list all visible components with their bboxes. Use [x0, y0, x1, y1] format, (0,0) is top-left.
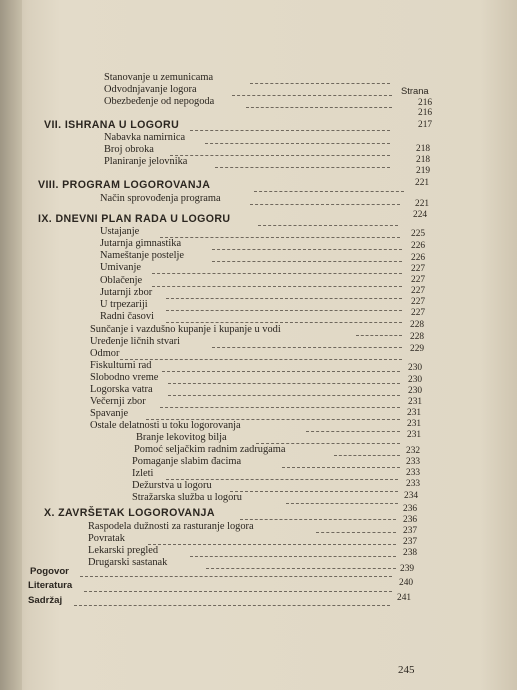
leader-dots [246, 107, 392, 108]
leader-dots [212, 261, 402, 262]
toc-entry: Planiranje jelovnika [104, 156, 188, 167]
leader-dots [160, 407, 400, 408]
toc-page-number: 230 [408, 375, 423, 385]
leader-dots [258, 225, 398, 226]
toc-page-number: 240 [399, 578, 414, 588]
toc-page-number: 231 [408, 397, 423, 407]
leader-dots [152, 273, 402, 274]
toc-page-number: 217 [418, 120, 433, 130]
toc-page-number: 219 [416, 166, 431, 176]
toc-page-number: 224 [413, 210, 428, 220]
toc-page-number: 230 [408, 363, 423, 373]
leader-dots [254, 191, 404, 192]
toc-page-number: 227 [411, 297, 426, 307]
leader-dots [168, 395, 400, 396]
toc-page-number: 231 [407, 430, 422, 440]
toc-page-number: 228 [410, 320, 425, 330]
toc-page-number: 221 [415, 199, 430, 209]
toc-page-number: 234 [404, 491, 419, 501]
toc-entry: Odvodnjavanje logora [104, 84, 197, 95]
leader-dots [160, 237, 400, 238]
leader-dots [205, 143, 390, 144]
leader-dots [190, 556, 396, 557]
toc-page-number: 237 [403, 526, 418, 536]
leader-dots [250, 204, 400, 205]
toc-page-number: 218 [416, 155, 431, 165]
toc-page-number: 233 [406, 479, 421, 489]
toc-entry: Radni časovi [100, 311, 154, 322]
toc-page-number: 216 [418, 108, 433, 118]
leader-dots [170, 155, 390, 156]
leader-dots [206, 568, 396, 569]
toc-page-number: 227 [411, 286, 426, 296]
toc-page-number: 236 [403, 504, 418, 514]
toc-page-number: 216 [418, 98, 433, 108]
section-heading: IX. DNEVNI PLAN RADA U LOGORU [38, 213, 231, 225]
leader-dots [286, 503, 398, 504]
leader-dots [230, 491, 398, 492]
leader-dots [250, 83, 390, 84]
toc-entry: Sunčanje i vazdušno kupanje i kupanje u vodi [90, 324, 281, 335]
toc-entry: Izleti [132, 468, 154, 479]
toc-entry: Povratak [88, 533, 125, 544]
leader-dots [316, 532, 396, 533]
toc-entry: Stražarska služba u logoru [132, 492, 242, 503]
toc-entry: Obezbeđenje od nepogoda [104, 96, 215, 107]
toc-page-number: 227 [411, 275, 426, 285]
toc-page-number: 232 [406, 446, 421, 456]
leader-dots [356, 335, 402, 336]
leader-dots [166, 298, 402, 299]
leader-dots [146, 419, 400, 420]
leader-dots [80, 576, 392, 577]
toc-entry: Raspodela dužnosti za rasturanje logora [88, 521, 254, 532]
toc-page-number: 226 [411, 253, 426, 263]
toc-page-number: 233 [406, 468, 421, 478]
toc-page-number: 225 [411, 229, 426, 239]
leader-dots [240, 519, 396, 520]
leader-dots [166, 479, 398, 480]
toc-page-number: 221 [415, 178, 430, 188]
toc-entry: Spavanje [90, 408, 129, 419]
toc-page-number: 227 [411, 308, 426, 318]
toc-entry: Nameštanje postelje [100, 250, 184, 261]
toc-page-number: 233 [406, 457, 421, 467]
leader-dots [166, 322, 402, 323]
toc-page-number: 229 [410, 344, 425, 354]
toc-entry: Način sprovođenja programa [100, 193, 221, 204]
toc-entry: Ostale delatnosti u toku logorovanja [90, 420, 241, 431]
toc-entry: Lekarski pregled [88, 545, 159, 556]
leader-dots [334, 455, 400, 456]
leader-dots [212, 249, 402, 250]
leader-dots [215, 167, 390, 168]
toc-entry: Jutarnja gimnastika [100, 238, 182, 249]
leader-dots [212, 347, 402, 348]
page-column-header: Strana [401, 85, 429, 96]
toc-page-number: 226 [411, 241, 426, 251]
toc-page-number: 227 [411, 264, 426, 274]
page-number: 245 [398, 664, 415, 676]
toc-entry: Odmor [90, 348, 120, 359]
toc-page-number: 228 [410, 332, 425, 342]
leader-dots [152, 286, 402, 287]
back-matter-entry: Sadržaj [28, 595, 63, 606]
toc-page-number: 236 [403, 515, 418, 525]
toc-entry: Drugarski sastanak [88, 557, 168, 568]
leader-dots [232, 95, 392, 96]
leader-dots [190, 130, 390, 131]
leader-dots [306, 431, 400, 432]
toc-entry: Dežurstva u logoru [132, 480, 212, 491]
toc-entry: Ustajanje [100, 226, 140, 237]
section-heading: X. ZAVRŠETAK LOGOROVANJA [44, 507, 215, 519]
toc-entry: Jutarnji zbor [100, 287, 153, 298]
section-heading: VIII. PROGRAM LOGOROVANJA [38, 179, 211, 191]
toc-entry: Uređenje ličnih stvari [90, 336, 181, 347]
toc-entry: Pomaganje slabim đacima [132, 456, 242, 467]
back-matter-entry: Literatura [28, 580, 73, 591]
toc-entry: Pomoć seljačkim radnim zadrugama [134, 444, 286, 455]
toc-entry: Oblačenje [100, 275, 143, 286]
back-matter-entry: Pogovor [30, 566, 69, 577]
toc-entry: Večernji zbor [90, 396, 146, 407]
leader-dots [84, 591, 392, 592]
toc-entry: U trpezariji [100, 299, 148, 310]
toc-page-number: 231 [407, 408, 422, 418]
toc-page-number: 238 [403, 548, 418, 558]
toc-entry: Nabavka namirnica [104, 132, 186, 143]
toc-page-number: 237 [403, 537, 418, 547]
leader-dots [162, 371, 400, 372]
toc-entry: Branje lekovitog bilja [136, 432, 227, 443]
toc-entry: Fiskulturni rad [90, 360, 152, 371]
toc-entry: Slobodno vreme [90, 372, 159, 383]
toc-entry: Broj obroka [104, 144, 154, 155]
section-heading: VII. ISHRANA U LOGORU [44, 119, 180, 131]
leader-dots [166, 310, 402, 311]
toc-page-number: 239 [400, 564, 415, 574]
leader-dots [120, 359, 402, 360]
toc-page-number: 230 [408, 386, 423, 396]
toc-entry: Stanovanje u zemunicama [104, 72, 214, 83]
toc-entry: Umivanje [100, 262, 141, 273]
leader-dots [282, 467, 400, 468]
leader-dots [74, 605, 390, 606]
leader-dots [148, 544, 396, 545]
toc-page-number: 218 [416, 144, 431, 154]
toc-entry: Logorska vatra [90, 384, 153, 395]
toc-page-number: 231 [407, 419, 422, 429]
leader-dots [168, 383, 400, 384]
leader-dots [256, 443, 400, 444]
toc-page-number: 241 [397, 593, 412, 603]
page-binding-shadow [0, 0, 22, 690]
